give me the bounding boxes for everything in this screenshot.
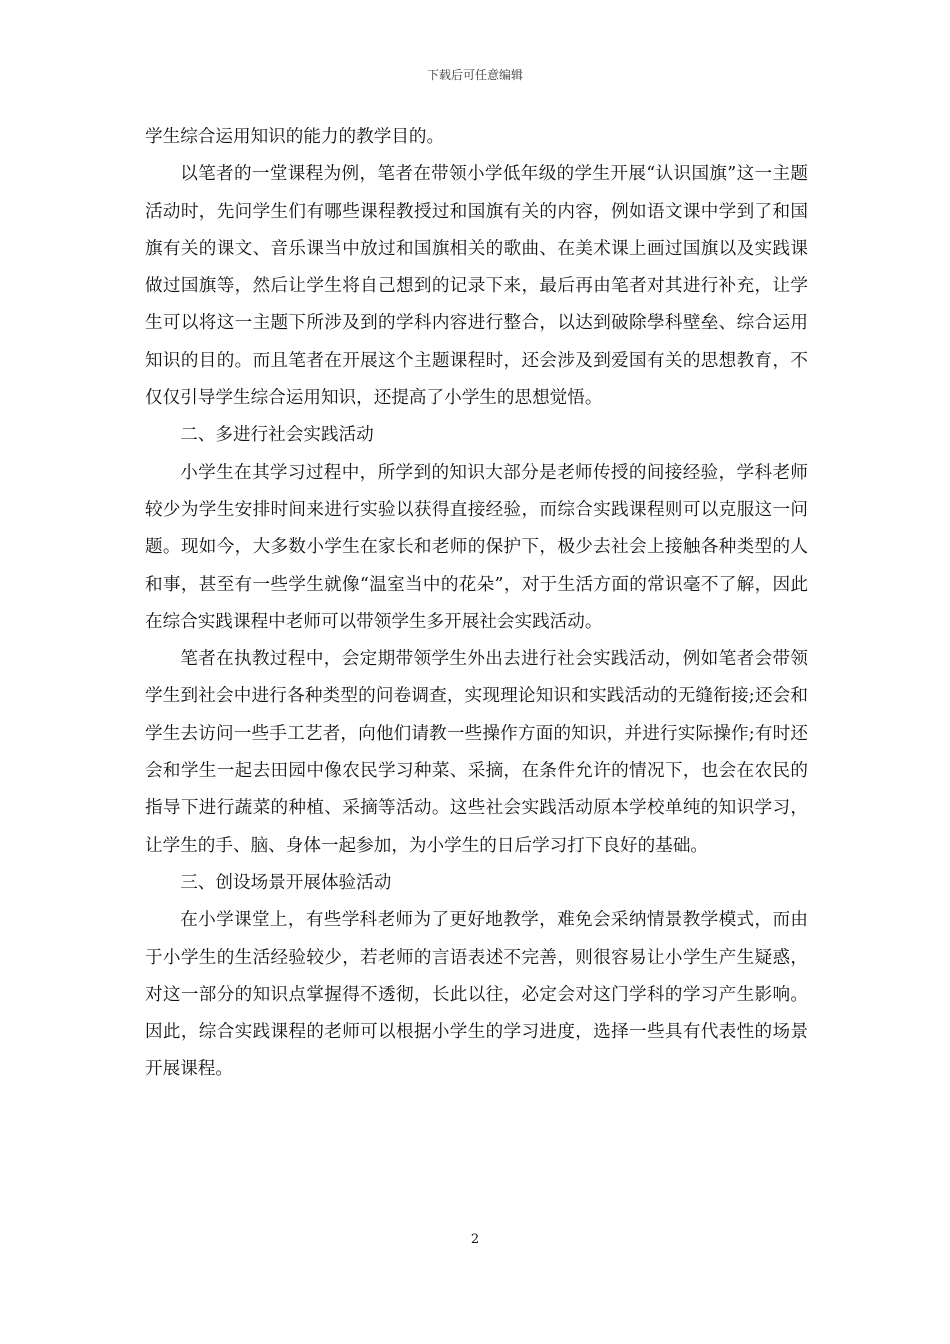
paragraph-social-practice-example: 笔者在执教过程中，会定期带领学生外出去进行社会实践活动，例如笔者会带领学生到社会中进行各种类型的问卷调查，实现理论知识和实践活动的无缝衔接;还会和学生去访问一些手工艺者，向他们请教一些操作方面的知识，并进行实际操作;有时还会和学生一起去田园中像农民学习种菜、采摘，在条件允许的情况下，也会在农民的指导下进行蔬菜的种植、采摘等活动。这些社会实践活动原本学校单纯的知识学习，让学生的手、脑、身体一起参加，为小学生的日后学习打下良好的基础。 [145,649,808,856]
section-heading-social-practice: 二、多进行社会实践活动 [180,425,374,446]
paragraph-continuation: 学生综合运用知识的能力的教学目的。 [145,127,445,147]
page-header: 下载后可任意编辑 [426,68,523,82]
page-number: 2 [470,1232,480,1247]
document-body [145,119,808,1089]
paragraph-example-national-flag: 以笔者的一堂课程为例，笔者在带领小学低年级的学生开展“认识国旗”这一主题活动时，先问学生们有哪些课程教授过和国旗有关的内容，例如语文课中学到了和国旗有关的课文、音乐课当中放过和国旗相关的歌曲、在美术课上画过国旗以及实践课做过国旗等，然后让学生将自己想到的记录下来，最后再由笔者对其进行补充，让学生可以将这一主题下所涉及到的学科内容进行整合，以达到破除學科壁垒、综合运用知识的目的。而且笔者在开展这个主题课程时，还会涉及到爱国有关的思想教育，不仅仅引导学生综合运用知识，还提高了小学生的思想觉悟。 [145,164,808,409]
paragraph-scene-experience: 在小学课堂上，有些学科老师为了更好地教学，难免会采纳情景教学模式，而由于小学生的生活经验较少，若老师的言语表述不完善，则很容易让小学生产生疑惑，对这一部分的知识点掌握得不透彻，长此以往，必定会对这门学科的学习产生影响。因此，综合实践课程的老师可以根据小学生的学习进度，选择一些具有代表性的场景开展课程。 [145,910,808,1080]
section-heading-scene-experience: 三、创设场景开展体验活动 [180,872,392,893]
paragraph-social-practice-intro: 小学生在其学习过程中，所学到的知识大部分是老师传授的间接经验，学科老师较少为学生安排时间来进行实验以获得直接经验，而综合实践课程则可以克服这一问题。现如今，大多数小学生在家长和老师的保护下，极少去社会上接触各种类型的人和事，甚至有一些学生就像“温室当中的花朵”，对于生活方面的常识毫不了解，因此在综合实践课程中老师可以带领学生多开展社会实践活动。 [145,462,808,632]
